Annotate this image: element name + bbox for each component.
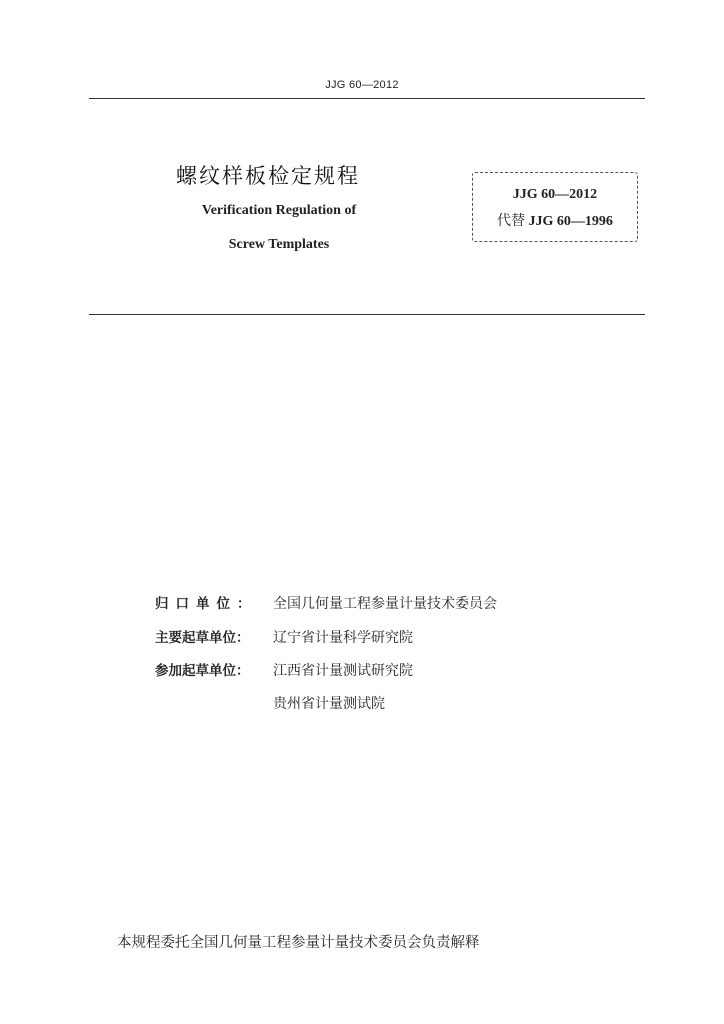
- info-row-responsible: [155, 592, 497, 613]
- info-label: 归口单位：: [155, 596, 258, 612]
- code-box: [472, 172, 638, 242]
- info-value: 全国几何量工程参量计量技术委员会: [273, 596, 497, 612]
- info-label: 主要起草单位：: [155, 630, 250, 646]
- title-chinese: 螺纹样板检定规程: [176, 164, 360, 188]
- header-code: JJG 60—2012: [325, 79, 399, 91]
- info-row-main-drafter: [155, 626, 413, 647]
- info-value: 贵州省计量测试院: [273, 696, 385, 712]
- title-english-line2: Screw Templates: [228, 237, 330, 252]
- section-rule: [89, 314, 645, 315]
- info-label: 参加起草单位：: [155, 663, 250, 679]
- replaces-code: JJG 60—1996: [528, 214, 613, 229]
- info-value: 辽宁省计量科学研究院: [273, 630, 413, 646]
- header-rule: [89, 98, 645, 99]
- replaces-prefix: 代替: [497, 214, 526, 229]
- code-box-current: JJG 60—2012: [512, 187, 598, 202]
- footer-note: 本规程委托全国几何量工程参量计量技术委员会负责解释: [117, 935, 480, 951]
- title-english-line1: Verification Regulation of: [201, 203, 357, 218]
- code-box-replaces: [473, 210, 637, 230]
- info-row-participating-drafter: [155, 659, 413, 680]
- info-value: 江西省计量测试研究院: [273, 663, 413, 679]
- info-row-participating-drafter-2: [273, 693, 385, 713]
